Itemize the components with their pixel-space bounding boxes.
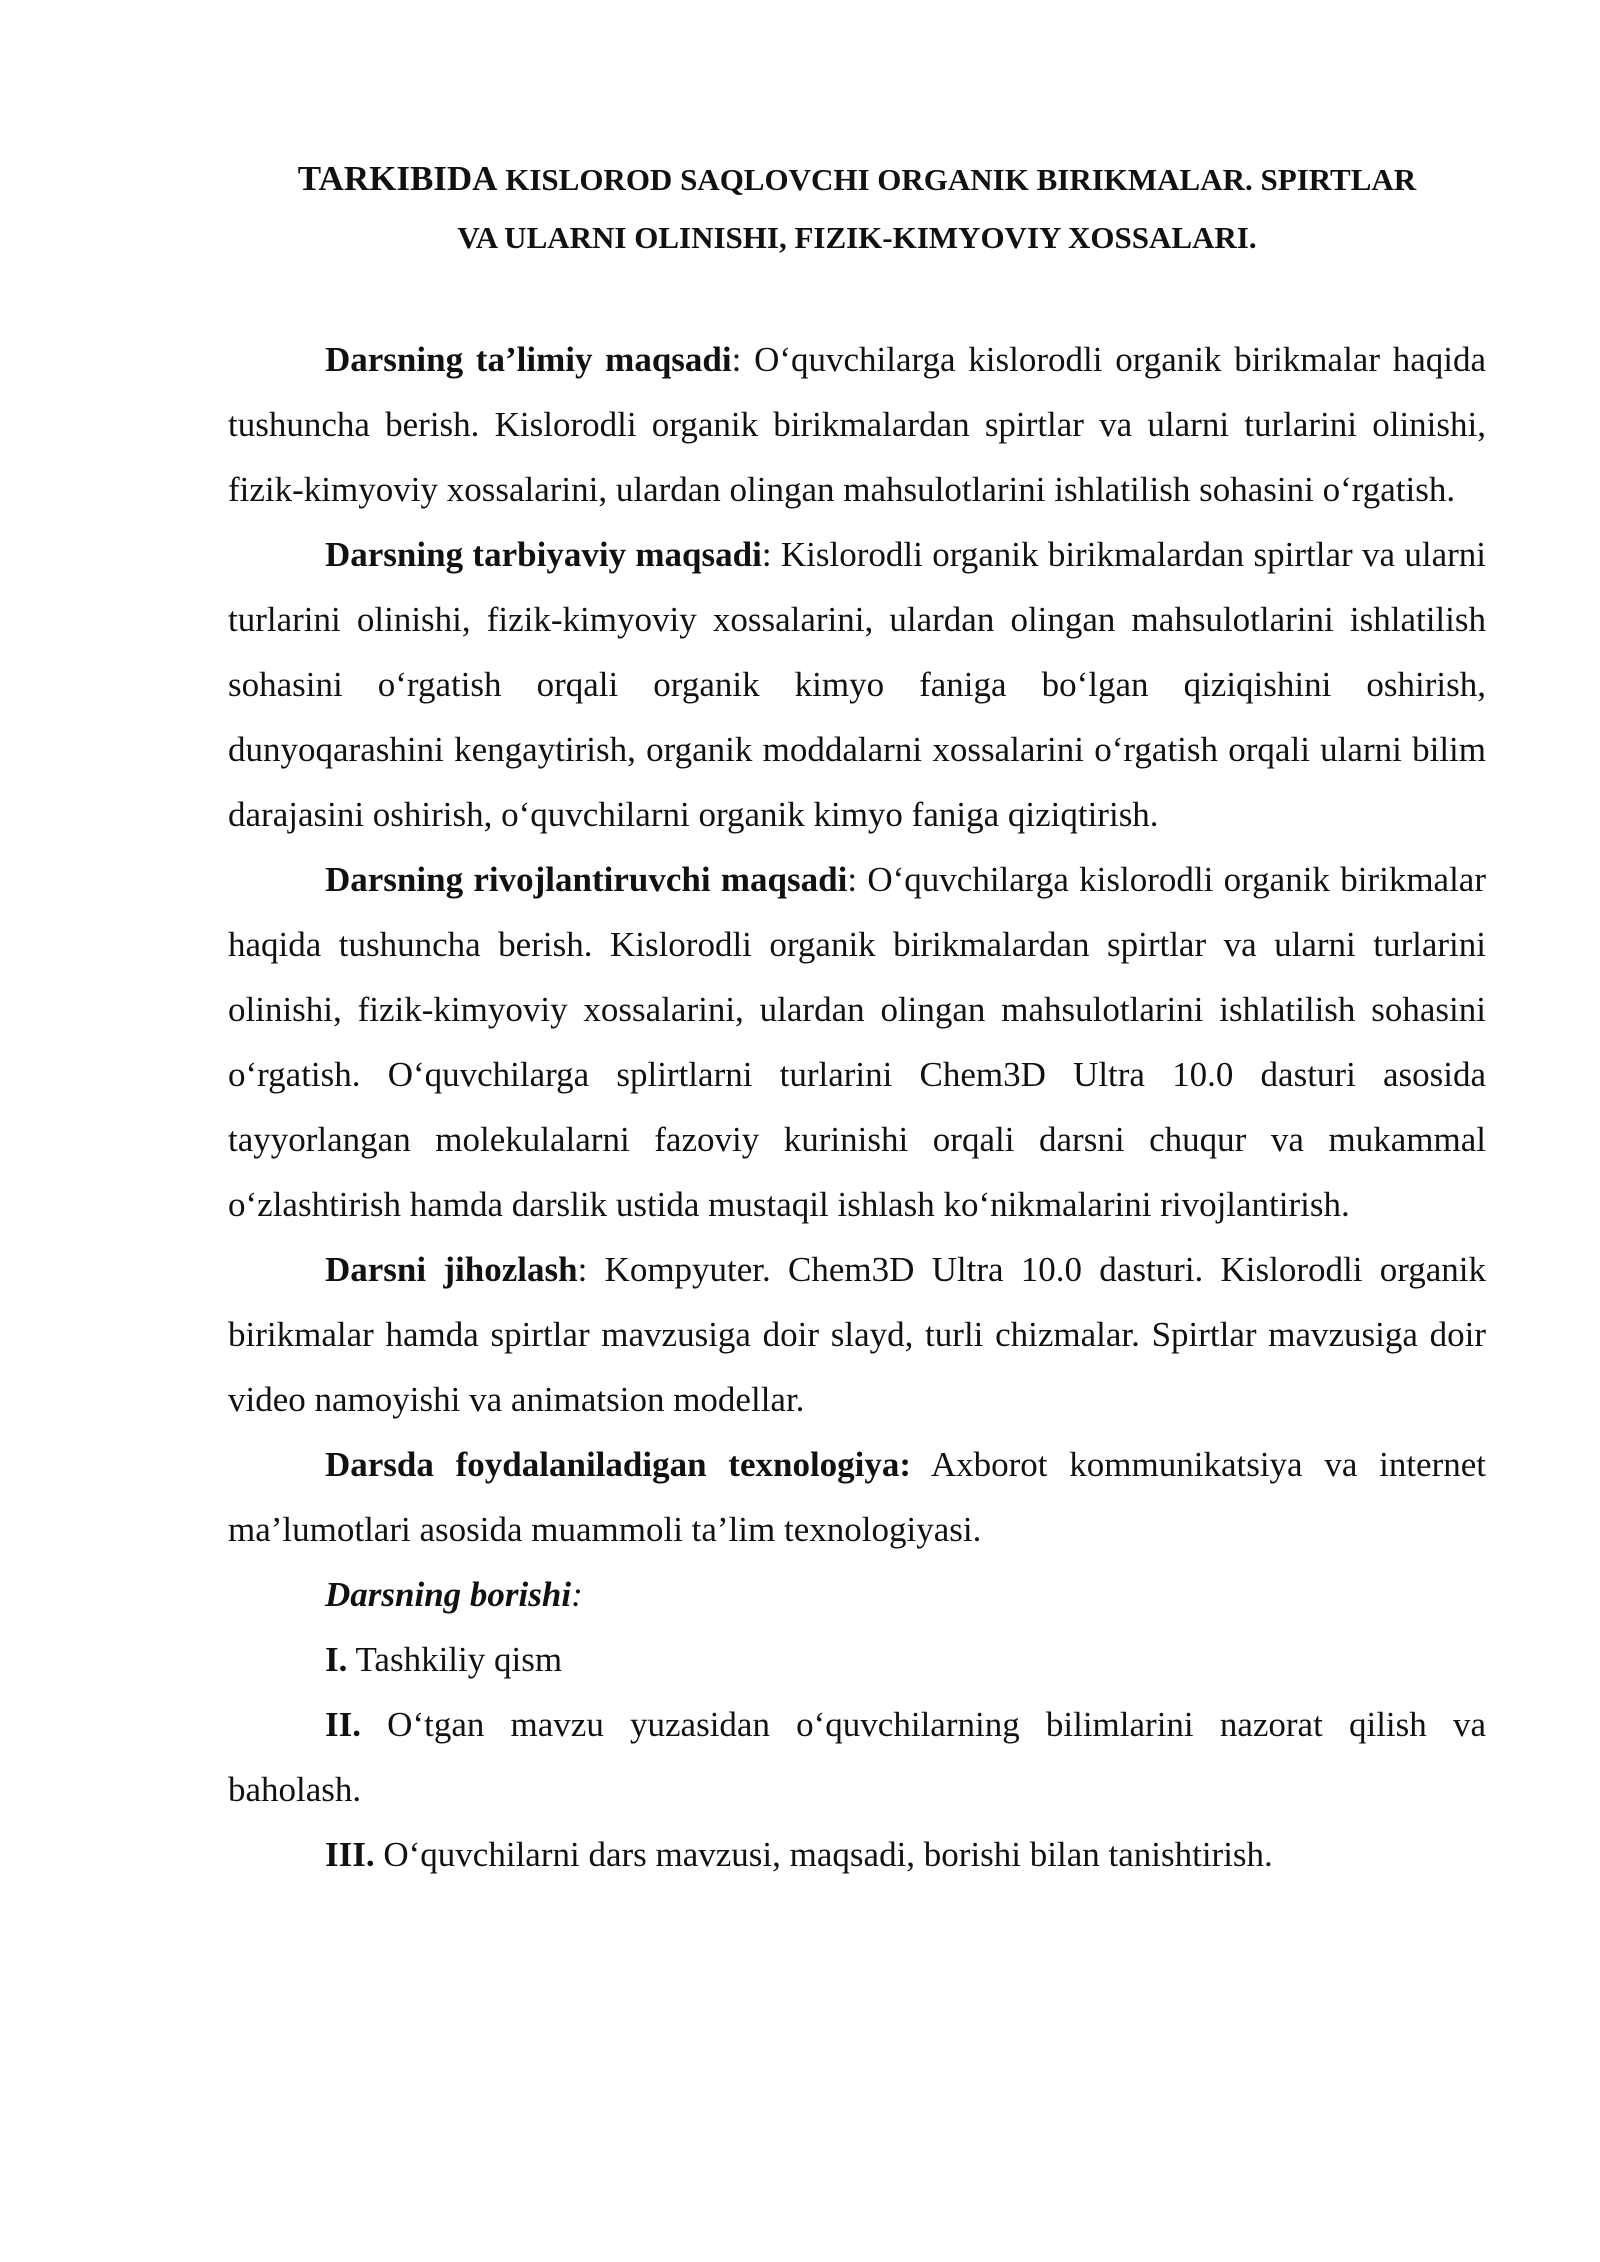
- page-title: [228, 150, 1486, 267]
- borishi-label: Darsning borishi: [325, 1575, 572, 1614]
- title-line-2: VA ULARNI OLINISHI, FIZIK-KIMYOVIY XOSSALARI.: [457, 220, 1257, 255]
- paragraph-label: Darsning tarbiyaviy maqsadi: [325, 535, 762, 574]
- step-text: Tashkiliy qism: [347, 1640, 563, 1679]
- paragraph-jihozlash: [228, 1237, 1486, 1432]
- step-number: II.: [325, 1705, 361, 1744]
- paragraph-tarbiyaviy-maqsad: [228, 522, 1486, 847]
- step-item-3: [228, 1822, 1486, 1887]
- paragraph-label: Darsning ta’limiy maqsadi: [325, 340, 732, 379]
- paragraph-talimiy-maqsad: [228, 327, 1486, 522]
- paragraph-text: O‘quvchilarga kislorodli organik birikmalar haqida tushuncha berish. Kislorodli organik birikmalardan spirtlar va ularni turlarini olinishi, fizik-kimyoviy xossalarini, ulardan olingan mahsulotlarini ishlatilish sohasini o‘rgatish.: [228, 340, 1487, 509]
- paragraph-separator: :: [761, 535, 772, 574]
- step-item-2: [228, 1692, 1486, 1822]
- paragraph-label: Darsning rivojlantiruvchi maqsadi: [325, 860, 848, 899]
- paragraph-rivojlantiruvchi-maqsad: [228, 847, 1486, 1237]
- step-text: O‘quvchilarni dars mavzusi, maqsadi, borishi bilan tanishtirish.: [374, 1835, 1273, 1874]
- paragraph-text: O‘quvchilarga kislorodli organik birikmalar haqida tushuncha berish. Kislorodli organik birikmalardan spirtlar va ularni turlarini olinishi, fizik-kimyoviy xossalarini, ulardan olingan mahsulotlarini ishlatilish sohasini o‘rgatish. O‘quvchilarga splirtlarni turlarini Chem3D Ultra 10.0 dasturi asosida tayyorlangan molekulalarni fazoviy kurinishi orqali darsni chuqur va mukammal o‘zlashtirish hamda darslik ustida mustaqil ishlash ko‘nikmalarini rivojlantirish.: [228, 860, 1486, 1224]
- paragraph-texnologiya: [228, 1432, 1486, 1562]
- paragraph-text: Kislorodli organik birikmalardan spirtlar va ularni turlarini olinishi, fizik-kimyoviy xossalarini, ulardan olingan mahsulotlarini ishlatilish sohasini o‘rgatish orqali organik kimyo faniga bo‘lgan qiziqishini oshirish, dunyoqarashini kengaytirish, organik moddalarni xossalarini o‘rgatish orqali ularni bilim darajasini oshirish, o‘quvchilarni organik kimyo faniga qiziqtirish.: [228, 535, 1487, 834]
- paragraph-label: Darsda foydalaniladigan texnologiya:: [325, 1445, 912, 1484]
- paragraph-separator: :: [847, 860, 858, 899]
- borishi-separator: :: [571, 1575, 583, 1614]
- paragraph-separator: :: [731, 340, 742, 379]
- paragraph-text: Kompyuter. Chem3D Ultra 10.0 dasturi. Kislorodli organik birikmalar hamda spirtlar mavzusiga doir slayd, turli chizmalar. Spirtlar mavzusiga doir video namoyishi va animatsion modellar.: [228, 1250, 1487, 1419]
- document-page: [228, 150, 1486, 1887]
- paragraph-borishi: [228, 1562, 1486, 1627]
- step-text: O‘tgan mavzu yuzasidan o‘quvchilarning bilimlarini nazorat qilish va baholash.: [228, 1705, 1486, 1809]
- step-number: III.: [325, 1835, 375, 1874]
- paragraph-separator: :: [577, 1250, 588, 1289]
- title-first-word: TARKIBIDA: [297, 159, 498, 198]
- step-item-1: [228, 1627, 1486, 1692]
- step-number: I.: [325, 1640, 348, 1679]
- paragraph-text: Axborot kommunikatsiya va internet ma’lumotlari asosida muammoli ta’lim texnologiyasi.: [228, 1445, 1486, 1549]
- title-line-1: [228, 150, 1486, 209]
- title-line-1-rest: KISLOROD SAQLOVCHI ORGANIK BIRIKMALAR. SPIRTLAR: [497, 162, 1417, 197]
- paragraph-label: Darsni jihozlash: [325, 1250, 578, 1289]
